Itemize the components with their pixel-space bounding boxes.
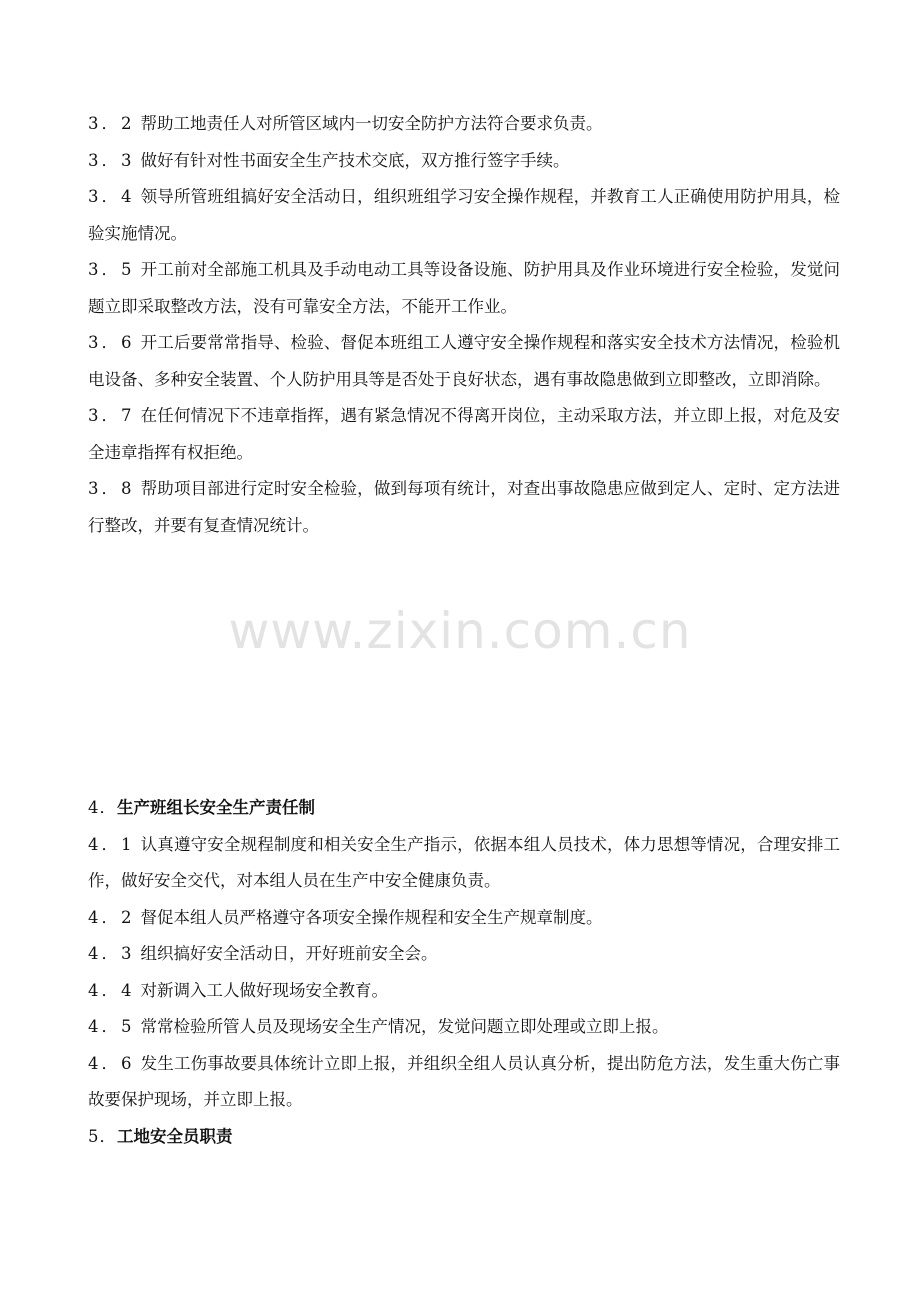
heading-number: 4． (88, 798, 117, 817)
item-text: 做好有针对性书面安全生产技术交底，双方推行签字手续。 (140, 150, 570, 170)
item-3-3 (88, 143, 840, 180)
item-number: 4．2 (88, 907, 135, 927)
item-4-6 (88, 1046, 840, 1119)
item-text: 组织搞好安全活动日，开好班前安全会。 (140, 944, 438, 963)
item-3-5 (88, 252, 840, 325)
item-text: 认真遵守安全规程制度和相关安全生产指示，依据本组人员技术，体力思想等情况，合理安排工作，做好安全交代，对本组人员在生产中安全健康负责。 (88, 834, 840, 890)
item-4-1 (88, 827, 840, 900)
item-3-8 (88, 471, 840, 544)
item-text: 开工后要常常指导、检验、督促本班组工人遵守安全操作规程和落实安全技术方法情况，检验机电设备、多种安全装置、个人防护用具等是否处于良好状态，遇有事故隐患做到立即整改，立即消除。 (88, 333, 840, 389)
item-text: 督促本组人员严格遵守各项安全操作规程和安全生产规章制度。 (140, 907, 603, 927)
item-number: 4．4 (88, 980, 135, 1000)
item-3-6 (88, 325, 840, 398)
item-number: 3．8 (88, 479, 135, 498)
item-text: 帮助工地责任人对所管区域内一切安全防护方法符合要求负责。 (140, 114, 603, 133)
item-text: 发生工伤事故要具体统计立即上报，并组织全组人员认真分析，提出防危方法，发生重大伤亡事故要保护现场，并立即上报。 (88, 1053, 840, 1109)
heading-number: 5． (88, 1126, 117, 1146)
item-text: 帮助项目部进行定时安全检验，做到每项有统计，对查出事故隐患应做到定人、定时、定方法进行整改，并要有复查情况统计。 (88, 479, 840, 535)
section-5-heading (88, 1119, 840, 1156)
item-number: 3．2 (88, 114, 135, 133)
item-number: 4．6 (88, 1053, 135, 1073)
item-number: 3．3 (88, 150, 135, 170)
item-3-7 (88, 398, 840, 471)
item-number: 3．6 (88, 333, 135, 352)
item-text: 领导所管班组搞好安全活动日，组织班组学习安全操作规程，并教育工人正确使用防护用具，检验实施情况。 (88, 187, 840, 243)
item-text: 对新调入工人做好现场安全教育。 (140, 980, 388, 1000)
item-text: 常常检验所管人员及现场安全生产情况，发觉问题立即处理或立即上报。 (140, 1017, 669, 1036)
item-number: 4．5 (88, 1017, 135, 1036)
item-number: 3．4 (88, 187, 135, 206)
item-number: 3．7 (88, 406, 135, 425)
heading-text: 工地安全员职责 (117, 1126, 233, 1146)
item-4-5 (88, 1009, 840, 1046)
item-3-2 (88, 106, 840, 143)
item-4-2 (88, 900, 840, 937)
section-4-list (88, 790, 840, 1155)
section-3-list (88, 106, 840, 544)
item-number: 4．3 (88, 944, 135, 963)
item-text: 开工前对全部施工机具及手动电动工具等设备设施、防护用具及作业环境进行安全检验，发觉问题立即采取整改方法，没有可靠安全方法，不能开工作业。 (88, 260, 840, 316)
item-text: 在任何情况下不违章指挥，遇有紧急情况不得离开岗位，主动采取方法，并立即上报，对危及安全违章指挥有权拒绝。 (88, 406, 840, 462)
section-4-heading (88, 790, 840, 827)
item-3-4 (88, 179, 840, 252)
item-4-3 (88, 936, 840, 973)
item-number: 3．5 (88, 260, 135, 279)
heading-text: 生产班组长安全生产责任制 (117, 798, 315, 817)
item-number: 4．1 (88, 834, 135, 854)
item-4-4 (88, 973, 840, 1010)
watermark-text: www.zixin.com.cn (228, 602, 692, 660)
